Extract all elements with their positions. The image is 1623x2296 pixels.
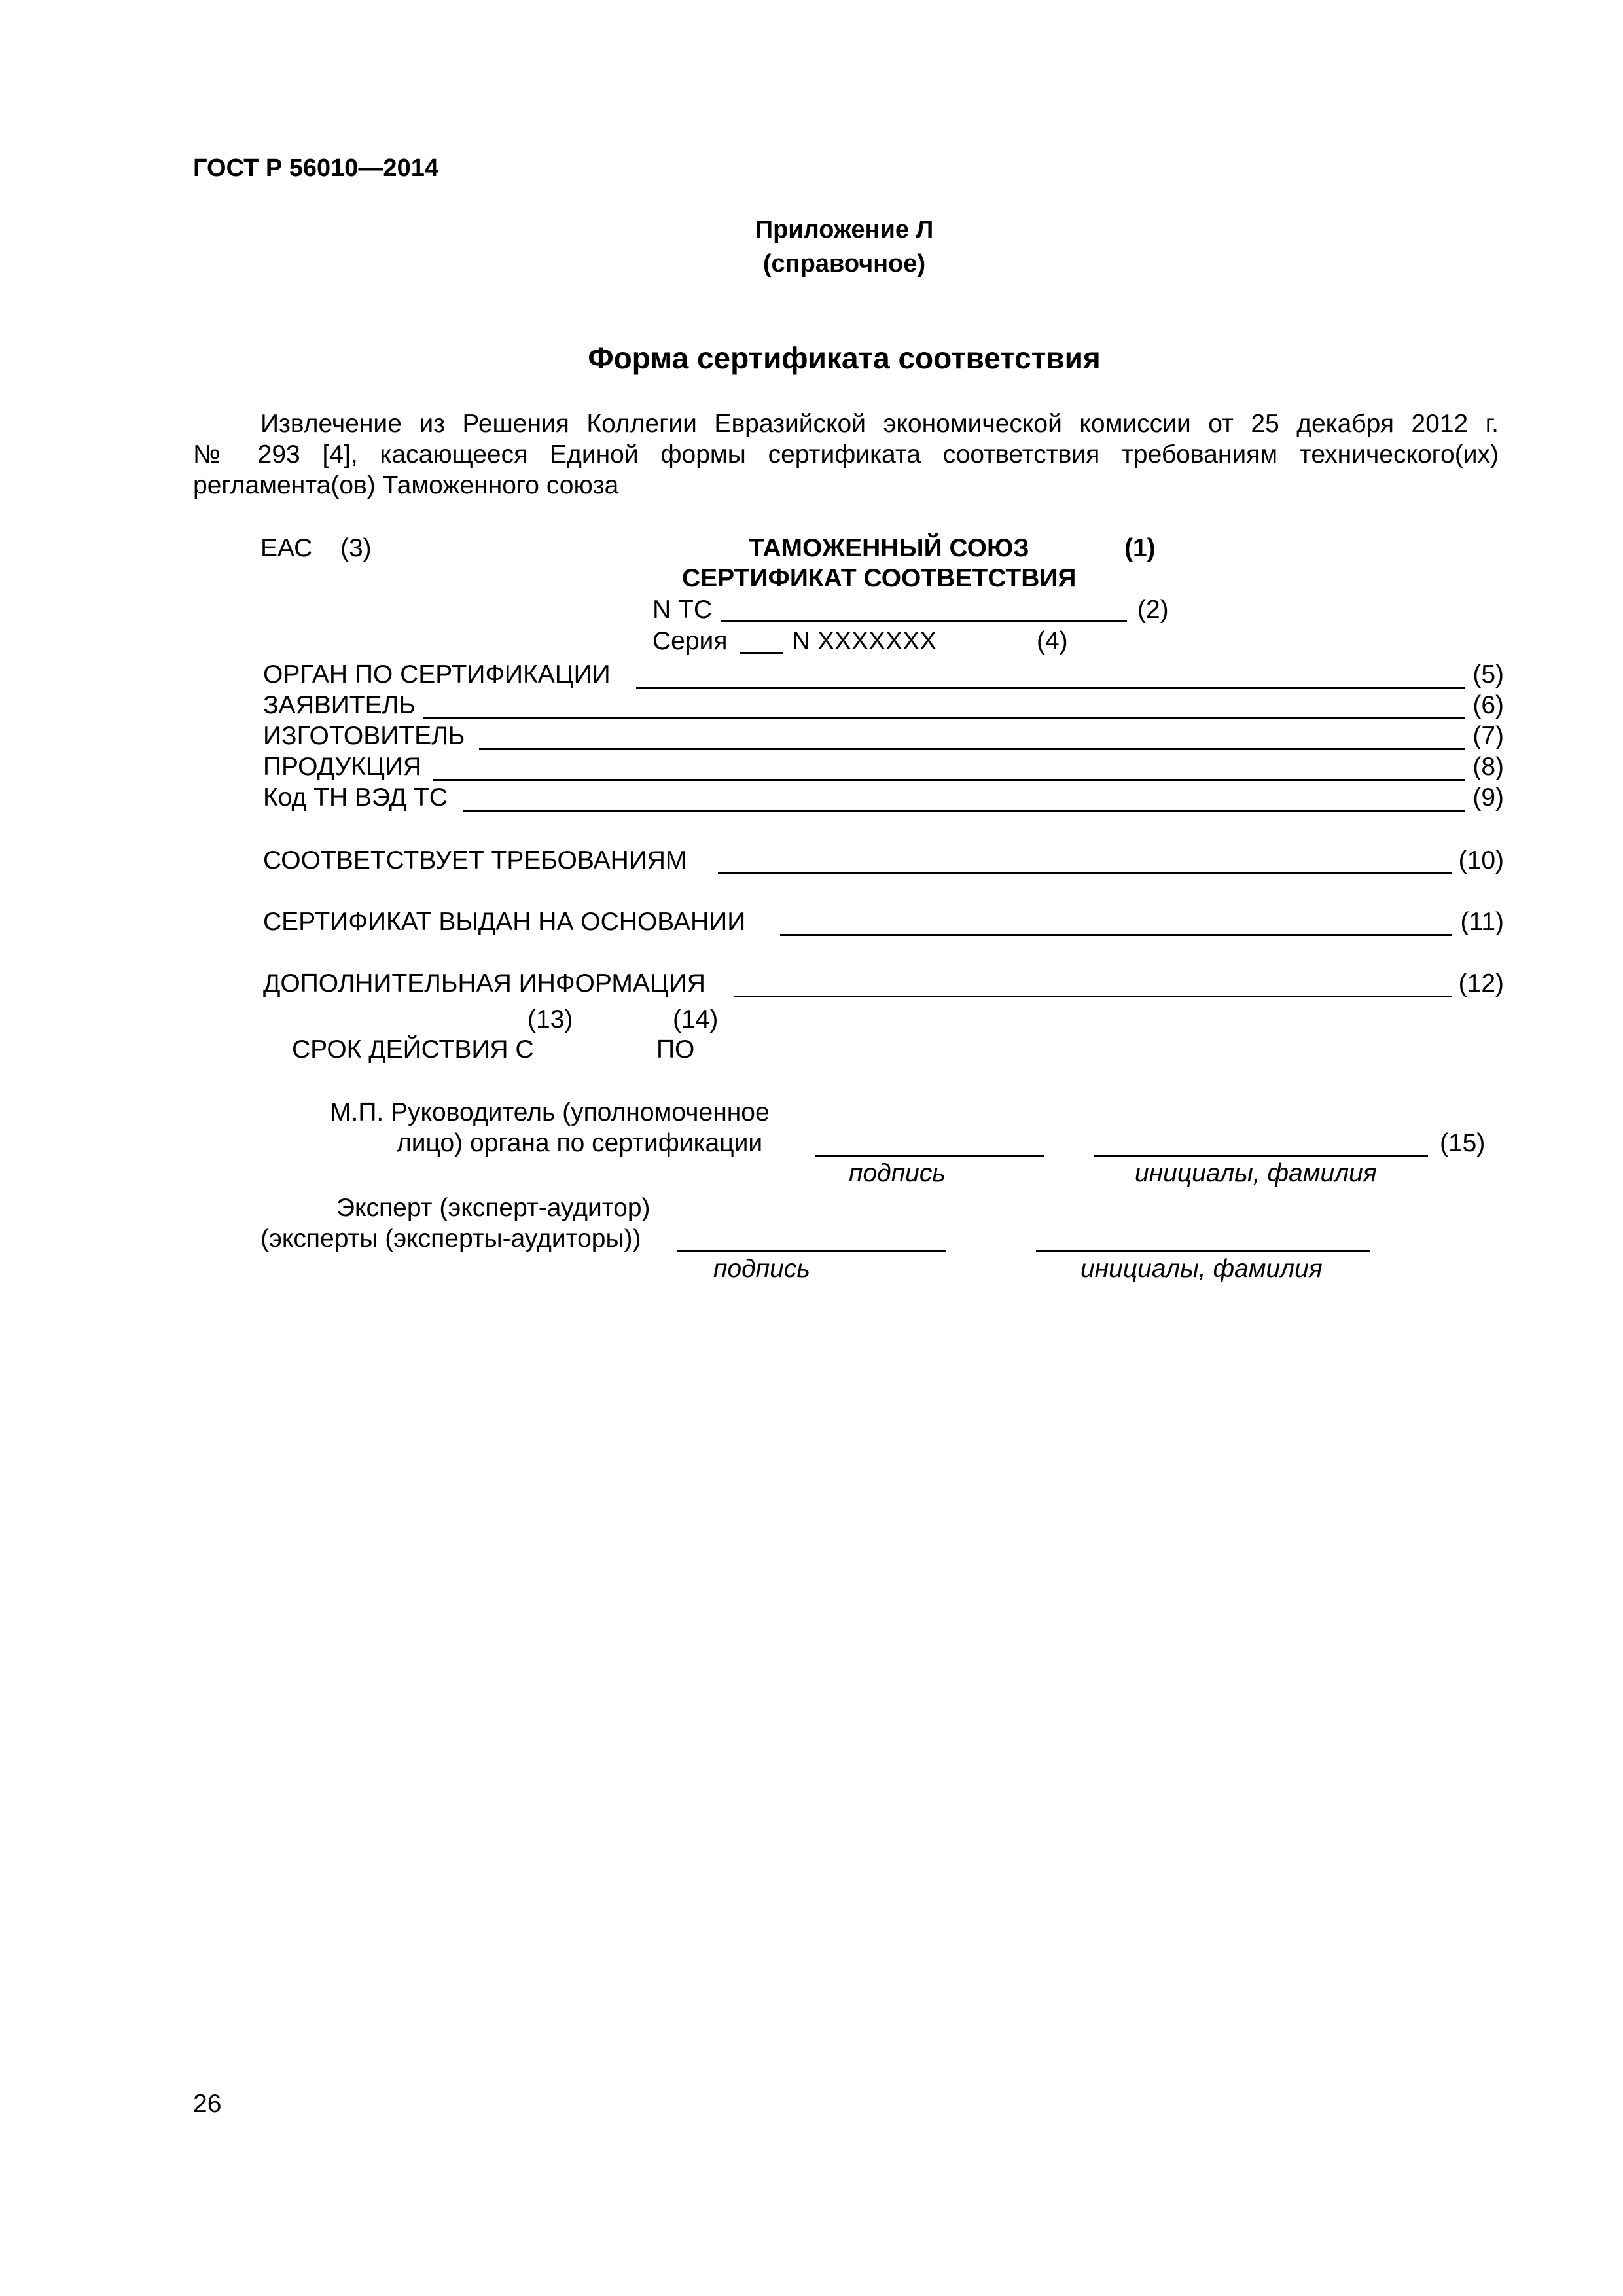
head-signature-line[interactable] (815, 1155, 1044, 1157)
expert-caption-signature: подпись (713, 1255, 810, 1283)
head-caption-name: инициалы, фамилия (1135, 1159, 1377, 1187)
ntc-field-line[interactable] (721, 620, 1127, 622)
field-line[interactable] (463, 810, 1465, 812)
validity-to-number: (14) (673, 1005, 719, 1033)
validity-to-label: ПО (656, 1035, 695, 1064)
field-number: (9) (1472, 783, 1504, 812)
field-line[interactable] (636, 687, 1465, 689)
validity-label: СРОК ДЕЙСТВИЯ С (292, 1035, 534, 1064)
field-certification-body (263, 658, 1504, 689)
field-line[interactable] (718, 872, 1452, 874)
field-line[interactable] (780, 934, 1452, 936)
field-label: ИЗГОТОВИТЕЛЬ (263, 722, 465, 750)
intro-line-3: регламента(ов) Таможенного союза (193, 471, 619, 499)
head-caption-signature: подпись (849, 1159, 946, 1187)
head-sign-line-2: лицо) органа по сертификации (397, 1129, 763, 1157)
expert-caption-name: инициалы, фамилия (1080, 1255, 1323, 1283)
ntc-label: N ТС (652, 596, 712, 624)
head-name-line[interactable] (1094, 1155, 1428, 1157)
validity-from-number: (13) (527, 1005, 573, 1033)
appendix-title: Приложение Л (755, 216, 934, 243)
head-sign-line-1: М.П. Руководитель (уполномоченное (330, 1098, 770, 1126)
field-number: (5) (1472, 660, 1504, 689)
field-number: (6) (1472, 691, 1504, 719)
ntc-number: (2) (1137, 596, 1169, 624)
field-number: (8) (1472, 753, 1504, 781)
customs-union-title: ТАМОЖЕННЫЙ СОЮЗ (749, 534, 1029, 562)
customs-union-number: (1) (1124, 534, 1156, 562)
field-number: (11) (1460, 908, 1504, 936)
series-number-text: N XXXXXXX (792, 627, 937, 655)
field-additional-info (263, 967, 1504, 997)
intro-line-2: № 293 [4], касающееся Единой формы сертификата соответствия требованиям технического(их) (193, 440, 1499, 469)
field-complies-with (263, 844, 1504, 874)
field-label: ПРОДУКЦИЯ (263, 753, 422, 781)
field-line[interactable] (479, 748, 1465, 750)
form-title: Форма сертификата соответствия (588, 341, 1101, 375)
field-label: Код ТН ВЭД ТС (263, 783, 448, 812)
expert-sign-line-1: Эксперт (эксперт-аудитор) (336, 1194, 651, 1222)
field-label: ДОПОЛНИТЕЛЬНАЯ ИНФОРМАЦИЯ (263, 969, 705, 997)
field-issued-on-basis (263, 906, 1504, 936)
expert-signature-line[interactable] (677, 1250, 946, 1252)
doc-code: ГОСТ Р 56010—2014 (193, 154, 438, 182)
appendix-subtitle: (справочное) (762, 250, 926, 278)
field-manufacturer (263, 720, 1504, 750)
intro-line-1: Извлечение из Решения Коллегии Евразийской экономической комиссии от 25 декабря 2012 г. (260, 410, 1499, 438)
field-number: (7) (1472, 722, 1504, 750)
field-line[interactable] (734, 996, 1452, 997)
head-sign-number: (15) (1440, 1129, 1486, 1157)
field-product (263, 751, 1504, 781)
page-number: 26 (193, 2090, 222, 2118)
series-label: Серия (652, 627, 728, 655)
field-label: ЗАЯВИТЕЛЬ (263, 691, 416, 719)
field-label: СЕРТИФИКАТ ВЫДАН НА ОСНОВАНИИ (263, 908, 746, 936)
series-field-line[interactable] (740, 652, 783, 654)
field-number: (12) (1458, 969, 1504, 997)
expert-name-line[interactable] (1036, 1250, 1370, 1252)
eac-number: (3) (340, 534, 372, 562)
field-line[interactable] (423, 717, 1465, 719)
field-line[interactable] (433, 779, 1465, 781)
field-label: ОРГАН ПО СЕРТИФИКАЦИИ (263, 660, 611, 689)
field-number: (10) (1458, 846, 1504, 874)
field-label: СООТВЕТСТВУЕТ ТРЕБОВАНИЯМ (263, 846, 687, 874)
field-applicant (263, 689, 1504, 719)
eac-mark: ЕАС (260, 534, 313, 562)
field-hs-code (263, 781, 1504, 812)
expert-sign-line-2: (эксперты (эксперты-аудиторы)) (260, 1225, 641, 1253)
series-ref-number: (4) (1037, 627, 1068, 655)
certificate-title: СЕРТИФИКАТ СООТВЕТСТВИЯ (682, 564, 1077, 592)
